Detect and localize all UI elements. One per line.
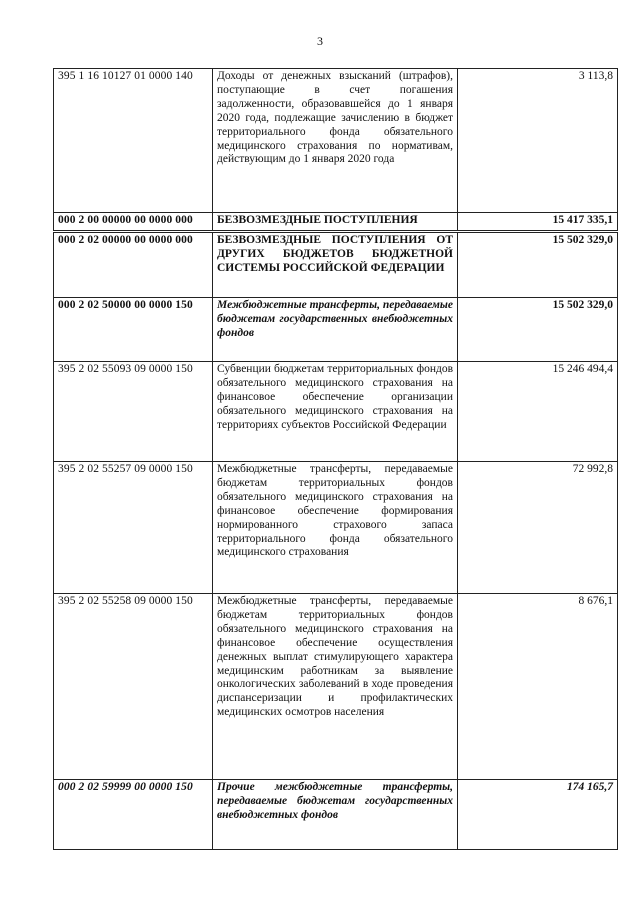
- revenue-name-cell: Прочие межбюджетные трансферты, передаваемые бюджетам государственных внебюджетных фондов: [213, 780, 458, 850]
- table-row: [54, 232, 618, 298]
- budget-code-cell: 395 2 02 55093 09 0000 150: [54, 362, 213, 462]
- amount-cell: 15 502 329,0: [458, 298, 618, 362]
- amount-cell: 3 113,8: [458, 69, 618, 213]
- budget-code-cell: 395 1 16 10127 01 0000 140: [54, 69, 213, 213]
- amount-cell: 8 676,1: [458, 594, 618, 780]
- budget-code-cell: 395 2 02 55257 09 0000 150: [54, 462, 213, 594]
- table-row: [54, 298, 618, 362]
- amount-cell: 15 417 335,1: [458, 213, 618, 232]
- amount-cell: 15 246 494,4: [458, 362, 618, 462]
- table-row: [54, 780, 618, 850]
- amount-cell: 72 992,8: [458, 462, 618, 594]
- table-row: [54, 594, 618, 780]
- revenue-name-cell: Доходы от денежных взысканий (штрафов), поступающие в счет погашения задолженности, образовавшейся до 1 января 2020 года, подлежащие зачислению в бюджет территориального фонда обязательного медицинского страхования по нормативам, действующим до 1 января 2020 года: [213, 69, 458, 213]
- revenue-name-cell: БЕЗВОЗМЕЗДНЫЕ ПОСТУПЛЕНИЯ: [213, 213, 458, 232]
- table-row: [54, 462, 618, 594]
- budget-revenue-table: [53, 68, 618, 850]
- table-row: [54, 362, 618, 462]
- revenue-name-cell: Межбюджетные трансферты, передаваемые бюджетам государственных внебюджетных фондов: [213, 298, 458, 362]
- amount-cell: 15 502 329,0: [458, 232, 618, 298]
- budget-code-cell: 000 2 00 00000 00 0000 000: [54, 213, 213, 232]
- budget-code-cell: 000 2 02 59999 00 0000 150: [54, 780, 213, 850]
- page-number: 3: [317, 34, 323, 48]
- table-row: [54, 213, 618, 232]
- revenue-name-cell: Межбюджетные трансферты, передаваемые бюджетам территориальных фондов обязательного медицинского страхования на финансовое обеспечение осуществления денежных выплат стимулирующего характера медицинским работникам за выявление онкологических заболеваний в ходе проведения диспансеризации и профилактических медицинских осмотров населения: [213, 594, 458, 780]
- table-row: [54, 69, 618, 213]
- revenue-name-cell: Межбюджетные трансферты, передаваемые бюджетам территориальных фондов обязательного медицинского страхования на финансовое обеспечение формирования нормированного страхового запаса территориального фонда обязательного медицинского страхования: [213, 462, 458, 594]
- budget-code-cell: 000 2 02 50000 00 0000 150: [54, 298, 213, 362]
- revenue-name-cell: БЕЗВОЗМЕЗДНЫЕ ПОСТУПЛЕНИЯ ОТ ДРУГИХ БЮДЖЕТОВ БЮДЖЕТНОЙ СИСТЕМЫ РОССИЙСКОЙ ФЕДЕРАЦИИ: [213, 232, 458, 298]
- amount-cell: 174 165,7: [458, 780, 618, 850]
- budget-code-cell: 000 2 02 00000 00 0000 000: [54, 232, 213, 298]
- budget-code-cell: 395 2 02 55258 09 0000 150: [54, 594, 213, 780]
- revenue-name-cell: Субвенции бюджетам территориальных фондов обязательного медицинского страхования на финансовое обеспечение организации обязательного медицинского страхования на территориях субъектов Российской Федерации: [213, 362, 458, 462]
